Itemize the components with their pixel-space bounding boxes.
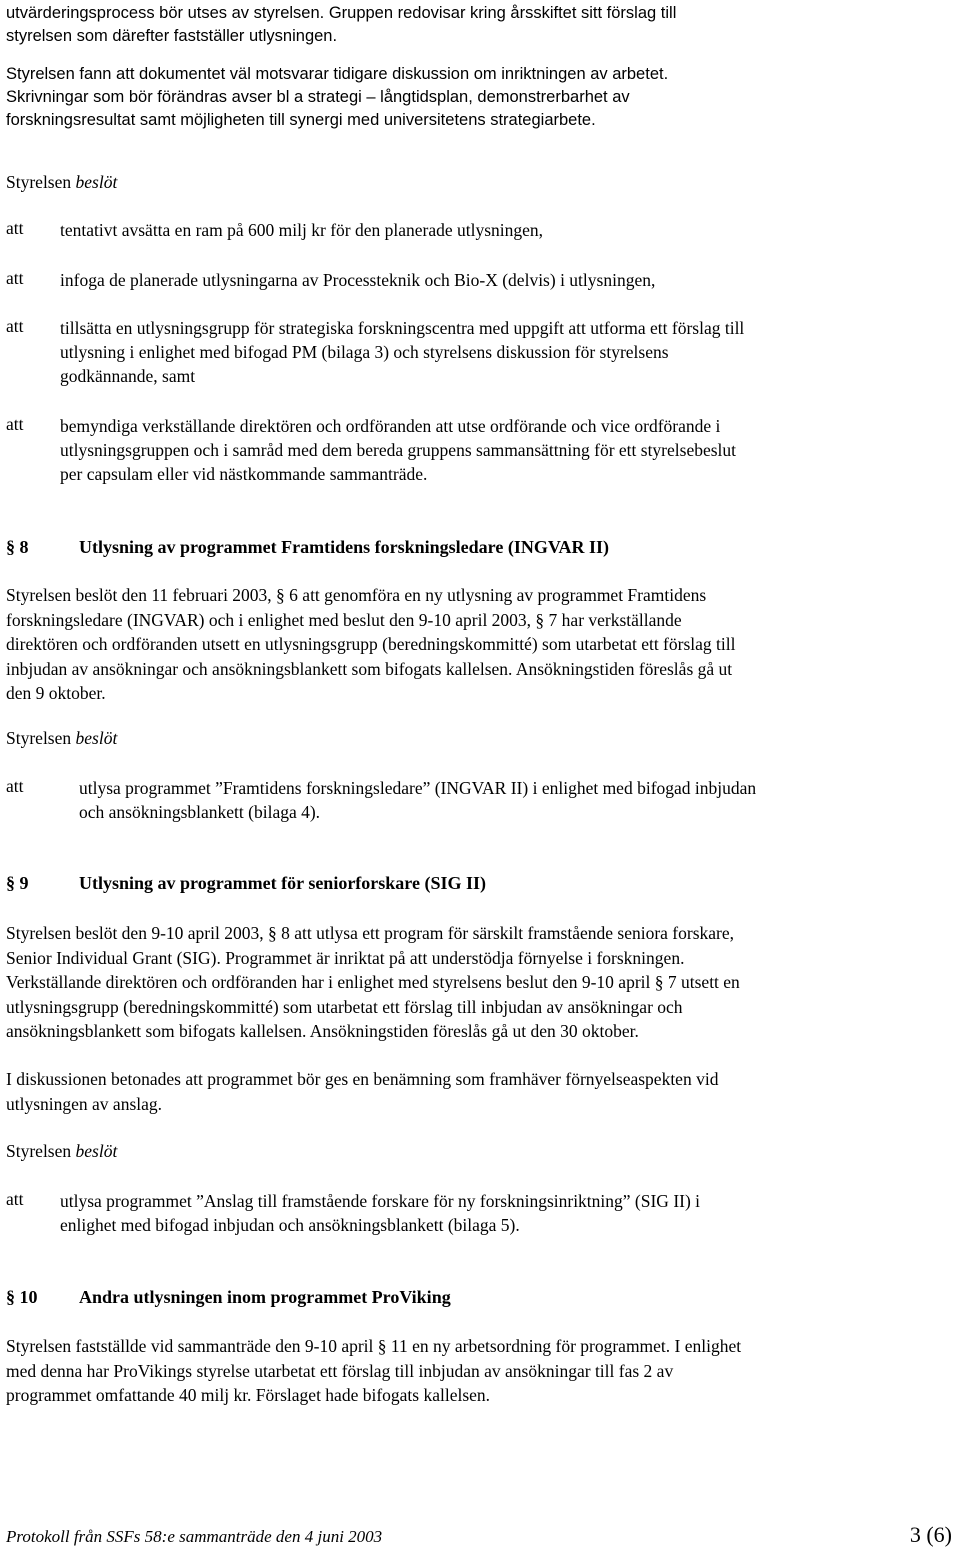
- att-label: att: [6, 1189, 24, 1209]
- decision-prefix: Styrelsen: [6, 172, 76, 192]
- text-line: godkännande, samt: [60, 366, 196, 386]
- att-label: att: [6, 776, 24, 796]
- text-line: utlysningsgrupp (beredningskommitté) som utarbetat ett förslag till inbjudan av ansökningar och: [6, 996, 683, 1017]
- section-number: 8: [19, 537, 29, 557]
- decision-item: [60, 316, 744, 388]
- att-label: att: [6, 316, 24, 336]
- text-line: inbjudan av ansökningar och ansökningsblankett som bifogats kallelsen. Ansökningstiden föreslås gå ut: [6, 658, 733, 679]
- text-line: forskningsresultat samt möjligheten till synergi med universitetens strategiarbete.: [6, 111, 596, 129]
- section-title: Utlysning av programmet Framtidens forskningsledare (INGVAR II): [79, 537, 610, 557]
- att-label: att: [6, 414, 24, 434]
- decision-word: beslöt: [75, 728, 118, 748]
- text-line: enlighet med bifogad inbjudan och ansökningsblankett (bilaga 5).: [60, 1215, 520, 1235]
- section-9-paragraph-2: [6, 1067, 718, 1116]
- text-line: per capsulam eller vid nästkommande sammanträde.: [60, 464, 428, 484]
- text-line: utlysningsgruppen och i samråd med dem bereda gruppens sammansättning för ett styrelsebeslut: [60, 440, 737, 460]
- section-title: Utlysning av programmet för seniorforskare (SIG II): [79, 873, 486, 893]
- decision-prefix: Styrelsen: [6, 1141, 76, 1161]
- text-line: Styrelsen fastställde vid sammanträde den 9-10 april § 11 en ny arbetsordning för programmet. I enlighet: [6, 1336, 742, 1356]
- text-line: och ansökningsblankett (bilaga 4).: [79, 802, 321, 822]
- text-line: programmet omfattande 40 milj kr. Förslaget hade bifogats kallelsen.: [6, 1385, 491, 1405]
- decision-heading: [6, 172, 117, 193]
- decision-heading: [6, 1141, 117, 1162]
- text-line: infoga de planerade utlysningarna av Processteknik och Bio-X (delvis) i utlysningen,: [60, 270, 656, 290]
- section-sign: §: [6, 1287, 15, 1307]
- decision-heading: [6, 728, 117, 749]
- section-10-paragraph: [6, 1334, 741, 1408]
- decision-item: [60, 218, 543, 242]
- decision-word: beslöt: [75, 1141, 118, 1161]
- text-line: utvärderingsprocess bör utses av styrelsen. Gruppen redovisar kring årsskiftet sitt förslag till: [6, 4, 677, 22]
- text-line: styrelsen som därefter fastställer utlysningen.: [6, 27, 338, 45]
- decision-word: beslöt: [75, 172, 118, 192]
- section-title: Andra utlysningen inom programmet ProViking: [79, 1287, 451, 1307]
- text-line: direktören och ordföranden utsett en utlysningsgrupp (beredningskommitté) som utarbetat ett förslag till: [6, 634, 736, 654]
- footer-page-number: 3 (6): [909, 1522, 952, 1547]
- text-line: med denna har ProVikings styrelse utarbetat ett förslag till inbjudan av ansökningar till fas 2 av: [6, 1360, 674, 1381]
- section-8-paragraph: [6, 583, 735, 706]
- text-line: forskningsledare (INGVAR) och i enlighet med beslut den 9-10 april 2003, § 7 har verkställande: [6, 609, 682, 630]
- att-label: att: [6, 218, 24, 238]
- section-sign: §: [6, 873, 15, 893]
- section-9-heading: [6, 873, 486, 894]
- text-line: den 9 oktober.: [6, 683, 106, 703]
- text-line: ansökningsblankett som bifogats kallelsen. Ansökningstiden föreslås gå ut den 30 oktober.: [6, 1021, 639, 1041]
- text-line: tentativt avsätta en ram på 600 milj kr för den planerade utlysningen,: [60, 220, 544, 240]
- section-number: 10: [19, 1287, 38, 1307]
- text-line: bemyndiga verkställande direktören och ordföranden att utse ordförande och vice ordförande i: [60, 416, 721, 436]
- section-10-heading: [6, 1287, 451, 1308]
- text-line: Styrelsen beslöt den 11 februari 2003, § 6 att genomföra en ny utlysning av programmet Framtidens: [6, 585, 707, 605]
- section-number: 9: [19, 873, 29, 893]
- decision-item: [79, 776, 756, 824]
- text-line: utlysningen av anslag.: [6, 1093, 163, 1114]
- text-line: utlysa programmet ”Framtidens forskningsledare” (INGVAR II) i enlighet med bifogad inbjudan: [79, 778, 757, 798]
- section-sign: §: [6, 537, 15, 557]
- text-line: Styrelsen fann att dokumentet väl motsvarar tidigare diskussion om inriktningen av arbetet.: [6, 65, 669, 83]
- decision-item: [60, 1189, 700, 1237]
- intro-paragraph-1: [6, 2, 676, 48]
- text-line: I diskussionen betonades att programmet bör ges en benämning som framhäver förnyelseaspekten vid: [6, 1069, 719, 1089]
- decision-item: [60, 268, 655, 292]
- text-line: Verkställande direktören och ordföranden har i enlighet med styrelsens beslut den 9-10 april § 7 utsett en: [6, 972, 740, 992]
- intro-paragraph-2: [6, 63, 668, 132]
- text-line: Styrelsen beslöt den 9-10 april 2003, § 8 att utlysa ett program för särskilt framstående seniora forskare,: [6, 923, 734, 943]
- att-label: att: [6, 268, 24, 288]
- text-line: utlysa programmet ”Anslag till framstående forskare för ny forskningsinriktning” (SIG II) i: [60, 1191, 701, 1211]
- text-line: utlysning i enlighet med bifogad PM (bilaga 3) och styrelsens diskussion för styrelsens: [60, 342, 669, 362]
- text-line: Senior Individual Grant (SIG). Programmet är inriktat på att understödja förnyelse i forskningen.: [6, 947, 685, 968]
- footer-protocol-title: Protokoll från SSFs 58:e sammanträde den 4 juni 2003: [6, 1527, 383, 1546]
- text-line: tillsätta en utlysningsgrupp för strategiska forskningscentra med uppgift att utforma ett förslag till: [60, 318, 745, 338]
- section-9-paragraph-1: [6, 921, 740, 1044]
- decision-item: [60, 414, 736, 486]
- decision-prefix: Styrelsen: [6, 728, 76, 748]
- text-line: Skrivningar som bör förändras avser bl a strategi – långtidsplan, demonstrerbarhet av: [6, 88, 630, 106]
- section-8-heading: [6, 537, 610, 558]
